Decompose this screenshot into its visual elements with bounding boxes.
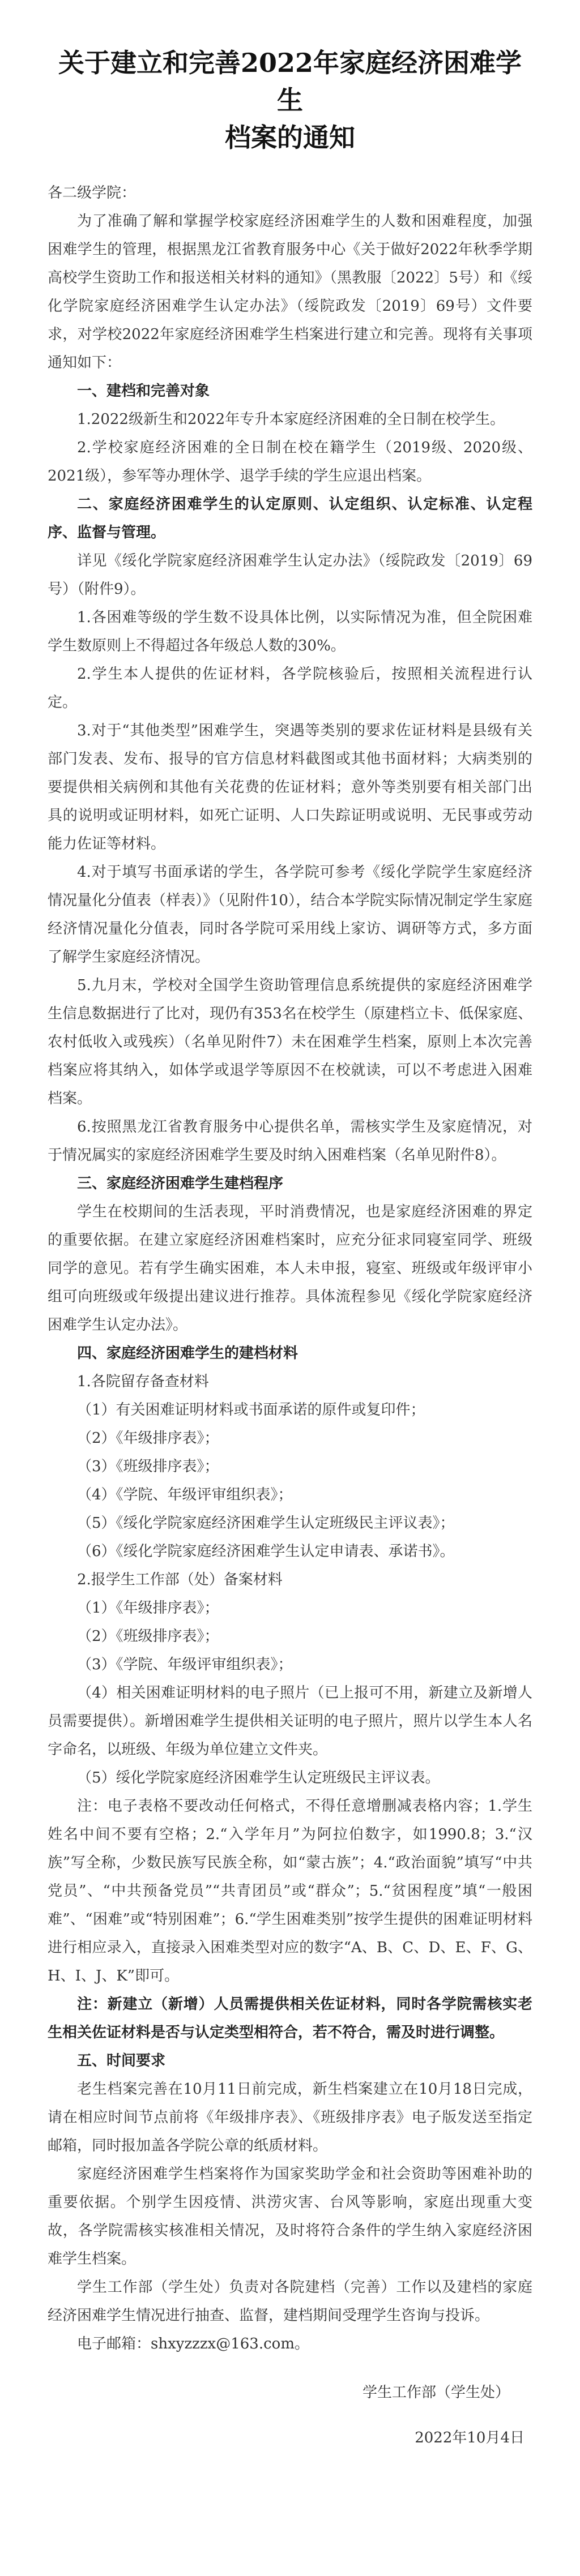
section-4-list-item: （2）《班级排序表》； <box>77 1628 219 1645</box>
section-2-item: 详见《绥化学院家庭经济困难学生认定办法》（绥院政发〔2019〕69号）（附件9）。 <box>48 552 532 598</box>
email-line <box>48 2330 532 2358</box>
section-4-list-item: （4）《学院、年级评审组织表》； <box>77 1486 293 1503</box>
section-4-list-item: （5）《绥化学院家庭经济困难学生认定班级民主评议表》； <box>77 1515 455 1532</box>
section-4-subheading: 2.报学生工作部（处）备案材料 <box>77 1571 283 1588</box>
section-4-list-item: （2）《年级排序表》； <box>77 1430 219 1447</box>
section-4-heading: 四、家庭经济困难学生的建档材料 <box>77 1345 298 1362</box>
title-line-2: 档案的通知 <box>225 122 355 153</box>
section-5-item: 学生工作部（学生处）负责对各院建档（完善）工作以及建档的家庭经济困难学生情况进行抽查、监督，建档期间受理学生咨询与投诉。 <box>48 2279 532 2324</box>
issue-date: 2022年10月4日 <box>415 2429 524 2446</box>
format-note-bold: 注：新建立（新增）人员需提供相关佐证材料，同时各学院需核实老生相关佐证材料是否与认定类型相符合，若不符合，需及时进行调整。 <box>48 1996 532 2041</box>
section-1-item: 2.学校家庭经济困难的全日制在校在籍学生（2019级、2020级、2021级），参军等办理休学、退学手续的学生应退出档案。 <box>48 439 532 485</box>
section-2-item: 4.对于填写书面承诺的学生，各学院可参考《绥化学院学生家庭经济情况量化分值表（样表）》（见附件10），结合本学院实际情况制定学生家庭经济情况量化分值表，同时各学院可采用线上家访、调研等方式，多方面了解学生家庭经济情况。 <box>48 864 532 966</box>
title-line-1: 关于建立和完善2022年家庭经济困难学生 <box>58 48 522 115</box>
section-4-list-item: （1）《年级排序表》； <box>77 1600 219 1617</box>
section-4-list-item: （1）有关困难证明材料或书面承诺的原件或复印件； <box>77 1401 425 1418</box>
section-4-list-item: （5）绥化学院家庭经济困难学生认定班级民主评议表。 <box>77 1769 440 1786</box>
format-note: 注：电子表格不要改动任何格式，不得任意增删减表格内容；1.学生姓名中间不要有空格；2.“入学年月”为阿拉伯数字，如1990.8；3.“汉族”写全称，少数民族写民族全称，如“蒙古族”；4.“政治面貌”填写“中共党员”、“中共预备党员”“共青团员”或“群众”；5.“贫困程度”填“一般困难”、“困难”或“特别困难”；6.“学生困难类别”按学生提供的困难证明材料进行相应录入，直接录入困难类型对应的数字“A、B、C、D、E、F、G、H、I、J、K”即可。 <box>48 1798 532 1984</box>
section-5-heading: 五、时间要求 <box>77 2052 166 2069</box>
email-address[interactable]: shxyzzzx@163.com。 <box>151 2335 309 2352</box>
section-4-list-item: （3）《学院、年级评审组织表》； <box>77 1656 293 1673</box>
section-5-item: 老生档案完善在10月11日前完成，新生档案建立在10月18日完成，请在相应时间节点前将《年级排序表》、《班级排序表》电子版发送至指定邮箱，同时报加盖各学院公章的纸质材料。 <box>48 2081 532 2154</box>
document-title <box>48 44 532 156</box>
section-5-item: 家庭经济困难学生档案将作为国家奖助学金和社会资助等困难补助的重要依据。个别学生因疫情、洪涝灾害、台风等影响，家庭出现重大变故，各学院需核实核准相关情况，及时将符合条件的学生纳入家庭经济困难学生档案。 <box>48 2166 532 2268</box>
section-1-item: 1.2022级新生和2022年专升本家庭经济困难的全日制在校学生。 <box>77 411 505 428</box>
section-2-item: 1.各困难等级的学生数不设具体比例，以实际情况为准，但全院困难学生数原则上不得超过各年级总人数的30%。 <box>48 609 532 654</box>
section-4-list-item: （4）相关困难证明材料的电子照片（已上报可不用，新建立及新增人员需要提供）。新增困难学生提供相关证明的电子照片，照片以学生本人名字命名，以班级、年级为单位建立文件夹。 <box>48 1685 532 1758</box>
issuer-signature: 学生工作部（学生处） <box>362 2384 510 2401</box>
section-4-list-item: （3）《班级排序表》； <box>77 1458 219 1475</box>
section-2-heading: 二、家庭经济困难学生的认定原则、认定组织、认定标准、认定程序、监督与管理。 <box>48 496 532 541</box>
section-2-item: 5.九月末，学校对全国学生资助管理信息系统提供的家庭经济困难学生信息数据进行了比对，现仍有353名在校学生（原建档立卡、低保家庭、农村低收入或残疾）（名单见附件7）未在困难学生档案，原则上本次完善档案应将其纳入，如体学或退学等原因不在校就读，可以不考虑进入困难档案。 <box>48 977 532 1107</box>
section-4-subheading: 1.各院留存备查材料 <box>77 1373 209 1390</box>
intro-paragraph: 为了准确了解和掌握学校家庭经济困难学生的人数和困难程度，加强困难学生的管理，根据黑龙江省教育服务中心《关于做好2022年秋季学期高校学生资助工作和报送相关材料的通知》（黑教服〔2022〕5号）和《绥化学院家庭经济困难学生认定办法》（绥院政发〔2019〕69号）文件要求，对学校2022年家庭经济困难学生档案进行建立和完善。现将有关事项通知如下： <box>48 213 532 371</box>
section-3-item: 学生在校期间的生活表现，平时消费情况，也是家庭经济困难的界定的重要依据。在建立家庭经济困难档案时，应充分征求同寝室同学、班级同学的意见。若有学生确实困难，本人未申报，寝室、班级或年级评审小组可向班级或年级提出建议进行推荐。具体流程参见《绥化学院家庭经济困难学生认定办法》。 <box>48 1203 532 1334</box>
section-3-heading: 三、家庭经济困难学生建档程序 <box>77 1175 284 1192</box>
section-2-item: 2.学生本人提供的佐证材料，各学院核验后，按照相关流程进行认定。 <box>48 666 532 711</box>
section-2-item: 3.对于“其他类型”困难学生，突遇等类别的要求佐证材料是县级有关部门发表、发布、报导的官方信息材料截图或其他书面材料；大病类别的要提供相关病例和其他有关花费的佐证材料；意外等类别要有相关部门出具的说明或证明材料，如死亡证明、人口失踪证明或说明、无民事或劳动能力佐证等材料。 <box>48 722 532 852</box>
email-label: 电子邮箱： <box>77 2335 151 2352</box>
section-2-item: 6.按照黑龙江省教育服务中心提供名单，需核实学生及家庭情况，对于情况属实的家庭经济困难学生要及时纳入困难档案（名单见附件8）。 <box>48 1118 532 1164</box>
salutation: 各二级学院： <box>48 185 137 202</box>
section-1-heading: 一、建档和完善对象 <box>77 383 210 400</box>
section-4-list-item: （6）《绥化学院家庭经济困难学生认定申请表、承诺书》。 <box>77 1543 455 1560</box>
